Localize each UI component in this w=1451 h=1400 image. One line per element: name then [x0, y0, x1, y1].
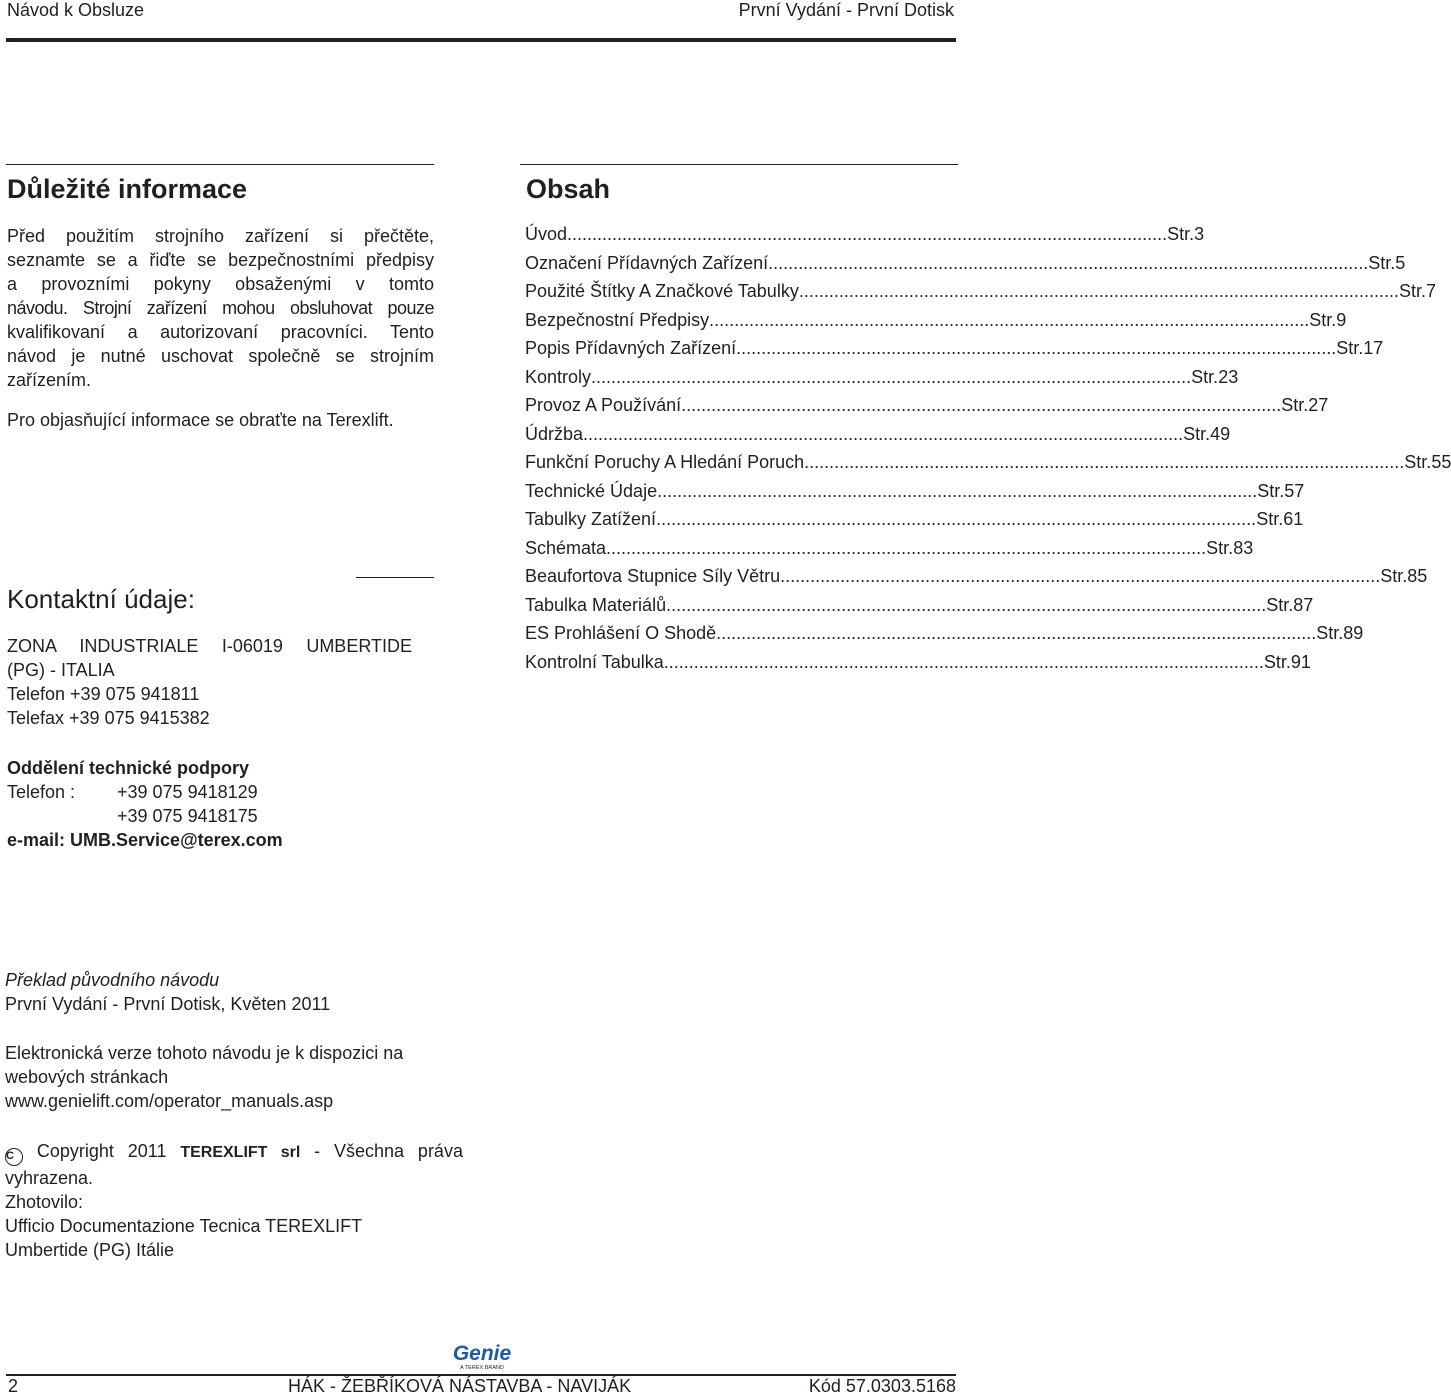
toc-page-number: 91	[1290, 651, 1311, 672]
toc-page-number: 85	[1407, 566, 1428, 586]
copyright-icon: C	[5, 1148, 23, 1166]
contact-address	[7, 634, 412, 730]
support-phone-2: +39 075 9418175	[117, 806, 258, 826]
toc-entry[interactable]	[525, 423, 1231, 453]
toc-entry[interactable]	[525, 452, 1451, 481]
support-phone-label: Telefon :	[7, 782, 76, 802]
contact-line: Telefon +39 075 941811	[7, 684, 200, 704]
toc-entry[interactable]	[525, 509, 1304, 538]
toc-page-label: Str.	[1183, 423, 1211, 444]
copyright-line	[5, 1139, 463, 1166]
copyright-suffix: - Všechna práva	[314, 1141, 463, 1161]
toc-entry[interactable]	[525, 366, 1239, 396]
page-number: 2	[8, 1376, 19, 1396]
toc-page-number: 3	[1194, 224, 1205, 244]
toc-leader-dots: ........................................................................................................................	[716, 623, 1317, 643]
contact-line: Telefax +39 075 9415382	[7, 708, 210, 728]
toc-entry[interactable]	[525, 480, 1305, 510]
toc-leader-dots: ........................................................................................................................	[663, 651, 1264, 672]
support-title: Oddělení technické podpory	[7, 758, 250, 778]
toc-leader-dots: ........................................................................................................................	[736, 338, 1337, 358]
toc-entry-title: Kontrolní Tabulka	[525, 651, 664, 672]
company-name: TEREXLIFT srl	[180, 1144, 301, 1161]
toc-entry-title: Tabulky Zatížení	[525, 509, 657, 529]
toc-entry[interactable]	[525, 537, 1254, 567]
toc-entry-title: Označení Přídavných Zařízení	[525, 252, 769, 273]
toc-page-number: 5	[1395, 252, 1406, 273]
toc-entry-title: Úvod	[525, 224, 568, 244]
toc-leader-dots: ........................................................................................................................	[709, 309, 1310, 330]
support-phone-1: +39 075 9418129	[117, 782, 258, 802]
footer-product-title: HÁK - ŽEBŘÍKOVÁ NÁSTAVBA - NAVIJÁK	[288, 1376, 632, 1396]
toc-page-number: 57	[1284, 480, 1305, 501]
toc-page-number: 83	[1233, 537, 1254, 558]
electronic-line: Elektronická verze tohoto návodu je k dispozici na	[5, 1043, 404, 1063]
toc-page-number: 17	[1363, 338, 1384, 358]
toc-leader-dots: ........................................................................................................................	[606, 537, 1207, 558]
made-by-city: Umbertide (PG) Itálie	[5, 1240, 175, 1260]
important-line: a provozními pokyny obsaženými v tomto	[7, 274, 434, 294]
toc-page-label: Str.	[1336, 338, 1364, 358]
toc-page-label: Str.	[1281, 395, 1309, 415]
made-by-office: Ufficio Documentazione Tecnica TEREXLIFT	[5, 1216, 363, 1236]
toc-page-label: Str.	[1256, 509, 1284, 529]
toc-entry-title: Kontroly	[525, 366, 592, 387]
toc-page-number: 55	[1431, 452, 1451, 472]
toc-entry-title: Provoz A Používání	[525, 395, 682, 415]
toc-page-number: 27	[1308, 395, 1329, 415]
electronic-line: webových stránkach	[5, 1067, 169, 1087]
translation-block	[5, 968, 330, 1016]
contact-title: Kontaktní údaje:	[7, 584, 195, 614]
toc-entry-title: Údržba	[525, 423, 584, 444]
toc-divider	[520, 164, 958, 165]
toc-entry-title: Beaufortova Stupnice Síly Větru	[525, 566, 781, 586]
important-divider	[6, 164, 434, 165]
logo-brand: Genie	[452, 1342, 512, 1365]
document-code: Kód 57.0303.5168	[808, 1376, 956, 1396]
toc-entry-title: ES Prohlášení O Shodě	[525, 623, 717, 643]
copyright-line-2: vyhrazena.	[5, 1168, 94, 1188]
header-divider	[6, 38, 956, 42]
toc-entry[interactable]	[525, 338, 1384, 367]
toc-entry[interactable]	[525, 309, 1347, 339]
toc-entry[interactable]	[525, 224, 1205, 253]
toc-entry[interactable]	[525, 651, 1311, 681]
table-of-contents	[525, 224, 1451, 680]
toc-page-label: Str.	[1398, 281, 1426, 301]
technical-support	[7, 756, 283, 852]
header-manual-title: Návod k Obsluze	[7, 0, 145, 20]
important-title: Důležité informace	[7, 174, 248, 204]
contact-line: ZONA INDUSTRIALE I-06019 UMBERTIDE	[7, 636, 412, 656]
toc-page-label: Str.	[1316, 623, 1344, 643]
made-by-label: Zhotovilo:	[5, 1192, 84, 1212]
toc-page-label: Str.	[1404, 452, 1432, 472]
toc-page-number: 23	[1218, 366, 1239, 387]
important-line: seznamte se a řiďte se bezpečnostními předpisy	[7, 250, 434, 270]
toc-entry[interactable]	[525, 566, 1428, 595]
contact-line: (PG) - ITALIA	[7, 660, 115, 680]
toc-leader-dots: ........................................................................................................................	[804, 452, 1405, 472]
translation-title: Překlad původního návodu	[5, 970, 220, 990]
genie-logo	[446, 1340, 518, 1372]
toc-leader-dots: ........................................................................................................................	[567, 224, 1168, 244]
toc-leader-dots: ........................................................................................................................	[681, 395, 1282, 415]
toc-entry[interactable]	[525, 252, 1406, 282]
toc-leader-dots: ........................................................................................................................	[583, 423, 1184, 444]
toc-leader-dots: ........................................................................................................................	[666, 594, 1267, 615]
toc-page-number: 49	[1210, 423, 1231, 444]
toc-page-label: Str.	[1266, 594, 1294, 615]
important-line: kvalifikovaní a autorizovaní pracovníci. Tento	[7, 322, 434, 342]
important-line: zařízením.	[7, 370, 92, 390]
toc-entry-title: Tabulka Materiálů	[525, 594, 667, 615]
contact-divider	[356, 577, 434, 578]
support-email[interactable]: e-mail: UMB.Service@terex.com	[7, 830, 283, 850]
important-line: Před použitím strojního zařízení si přečtěte,	[7, 226, 434, 246]
toc-leader-dots: ........................................................................................................................	[768, 252, 1369, 273]
toc-page-label: Str.	[1309, 309, 1337, 330]
toc-page-label: Str.	[1263, 651, 1291, 672]
important-body	[7, 224, 434, 392]
header-edition: První Vydání - První Dotisk	[738, 0, 954, 20]
toc-entry[interactable]	[525, 281, 1436, 310]
toc-page-label: Str.	[1206, 537, 1234, 558]
toc-leader-dots: ........................................................................................................................	[798, 281, 1399, 301]
toc-entry[interactable]	[525, 594, 1314, 624]
toc-entry[interactable]	[525, 623, 1364, 652]
copyright-block	[5, 1139, 463, 1262]
toc-page-number: 7	[1425, 281, 1436, 301]
toc-leader-dots: ........................................................................................................................	[656, 509, 1257, 529]
toc-page-label: Str.	[1380, 566, 1408, 586]
toc-entry[interactable]	[525, 395, 1329, 424]
toc-entry-title: Použité Štítky A Značkové Tabulky	[525, 281, 799, 301]
toc-page-number: 61	[1283, 509, 1304, 529]
toc-entry-title: Bezpečnostní Předpisy	[525, 309, 710, 330]
important-line: návodu. Strojní zařízení mohou obsluhovat pouze	[7, 298, 434, 318]
toc-leader-dots: ........................................................................................................................	[657, 480, 1258, 501]
logo-tagline: A TEREX BRAND	[460, 1365, 504, 1371]
toc-leader-dots: ........................................................................................................................	[780, 566, 1381, 586]
copyright-prefix: Copyright 2011	[36, 1141, 167, 1161]
toc-title: Obsah	[526, 174, 611, 204]
electronic-version-block	[5, 1041, 465, 1113]
important-line: návod je nutné uschovat společně se strojním	[7, 346, 434, 366]
toc-page-label: Str.	[1368, 252, 1396, 273]
toc-entry-title: Funkční Poruchy A Hledání Poruch	[525, 452, 805, 472]
contact-note: Pro objasňující informace se obraťte na Terexlift.	[7, 410, 394, 430]
toc-entry-title: Schémata	[525, 537, 607, 558]
toc-leader-dots: ........................................................................................................................	[591, 366, 1192, 387]
edition-date: První Vydání - První Dotisk, Květen 2011	[5, 994, 331, 1014]
toc-page-number: 87	[1293, 594, 1314, 615]
toc-entry-title: Technické Údaje	[525, 480, 658, 501]
toc-page-number: 9	[1336, 309, 1347, 330]
manuals-url[interactable]: www.genielift.com/operator_manuals.asp	[5, 1091, 334, 1111]
toc-page-label: Str.	[1191, 366, 1219, 387]
toc-entry-title: Popis Přídavných Zařízení	[525, 338, 737, 358]
toc-page-number: 89	[1343, 623, 1364, 643]
toc-page-label: Str.	[1167, 224, 1195, 244]
toc-page-label: Str.	[1257, 480, 1285, 501]
